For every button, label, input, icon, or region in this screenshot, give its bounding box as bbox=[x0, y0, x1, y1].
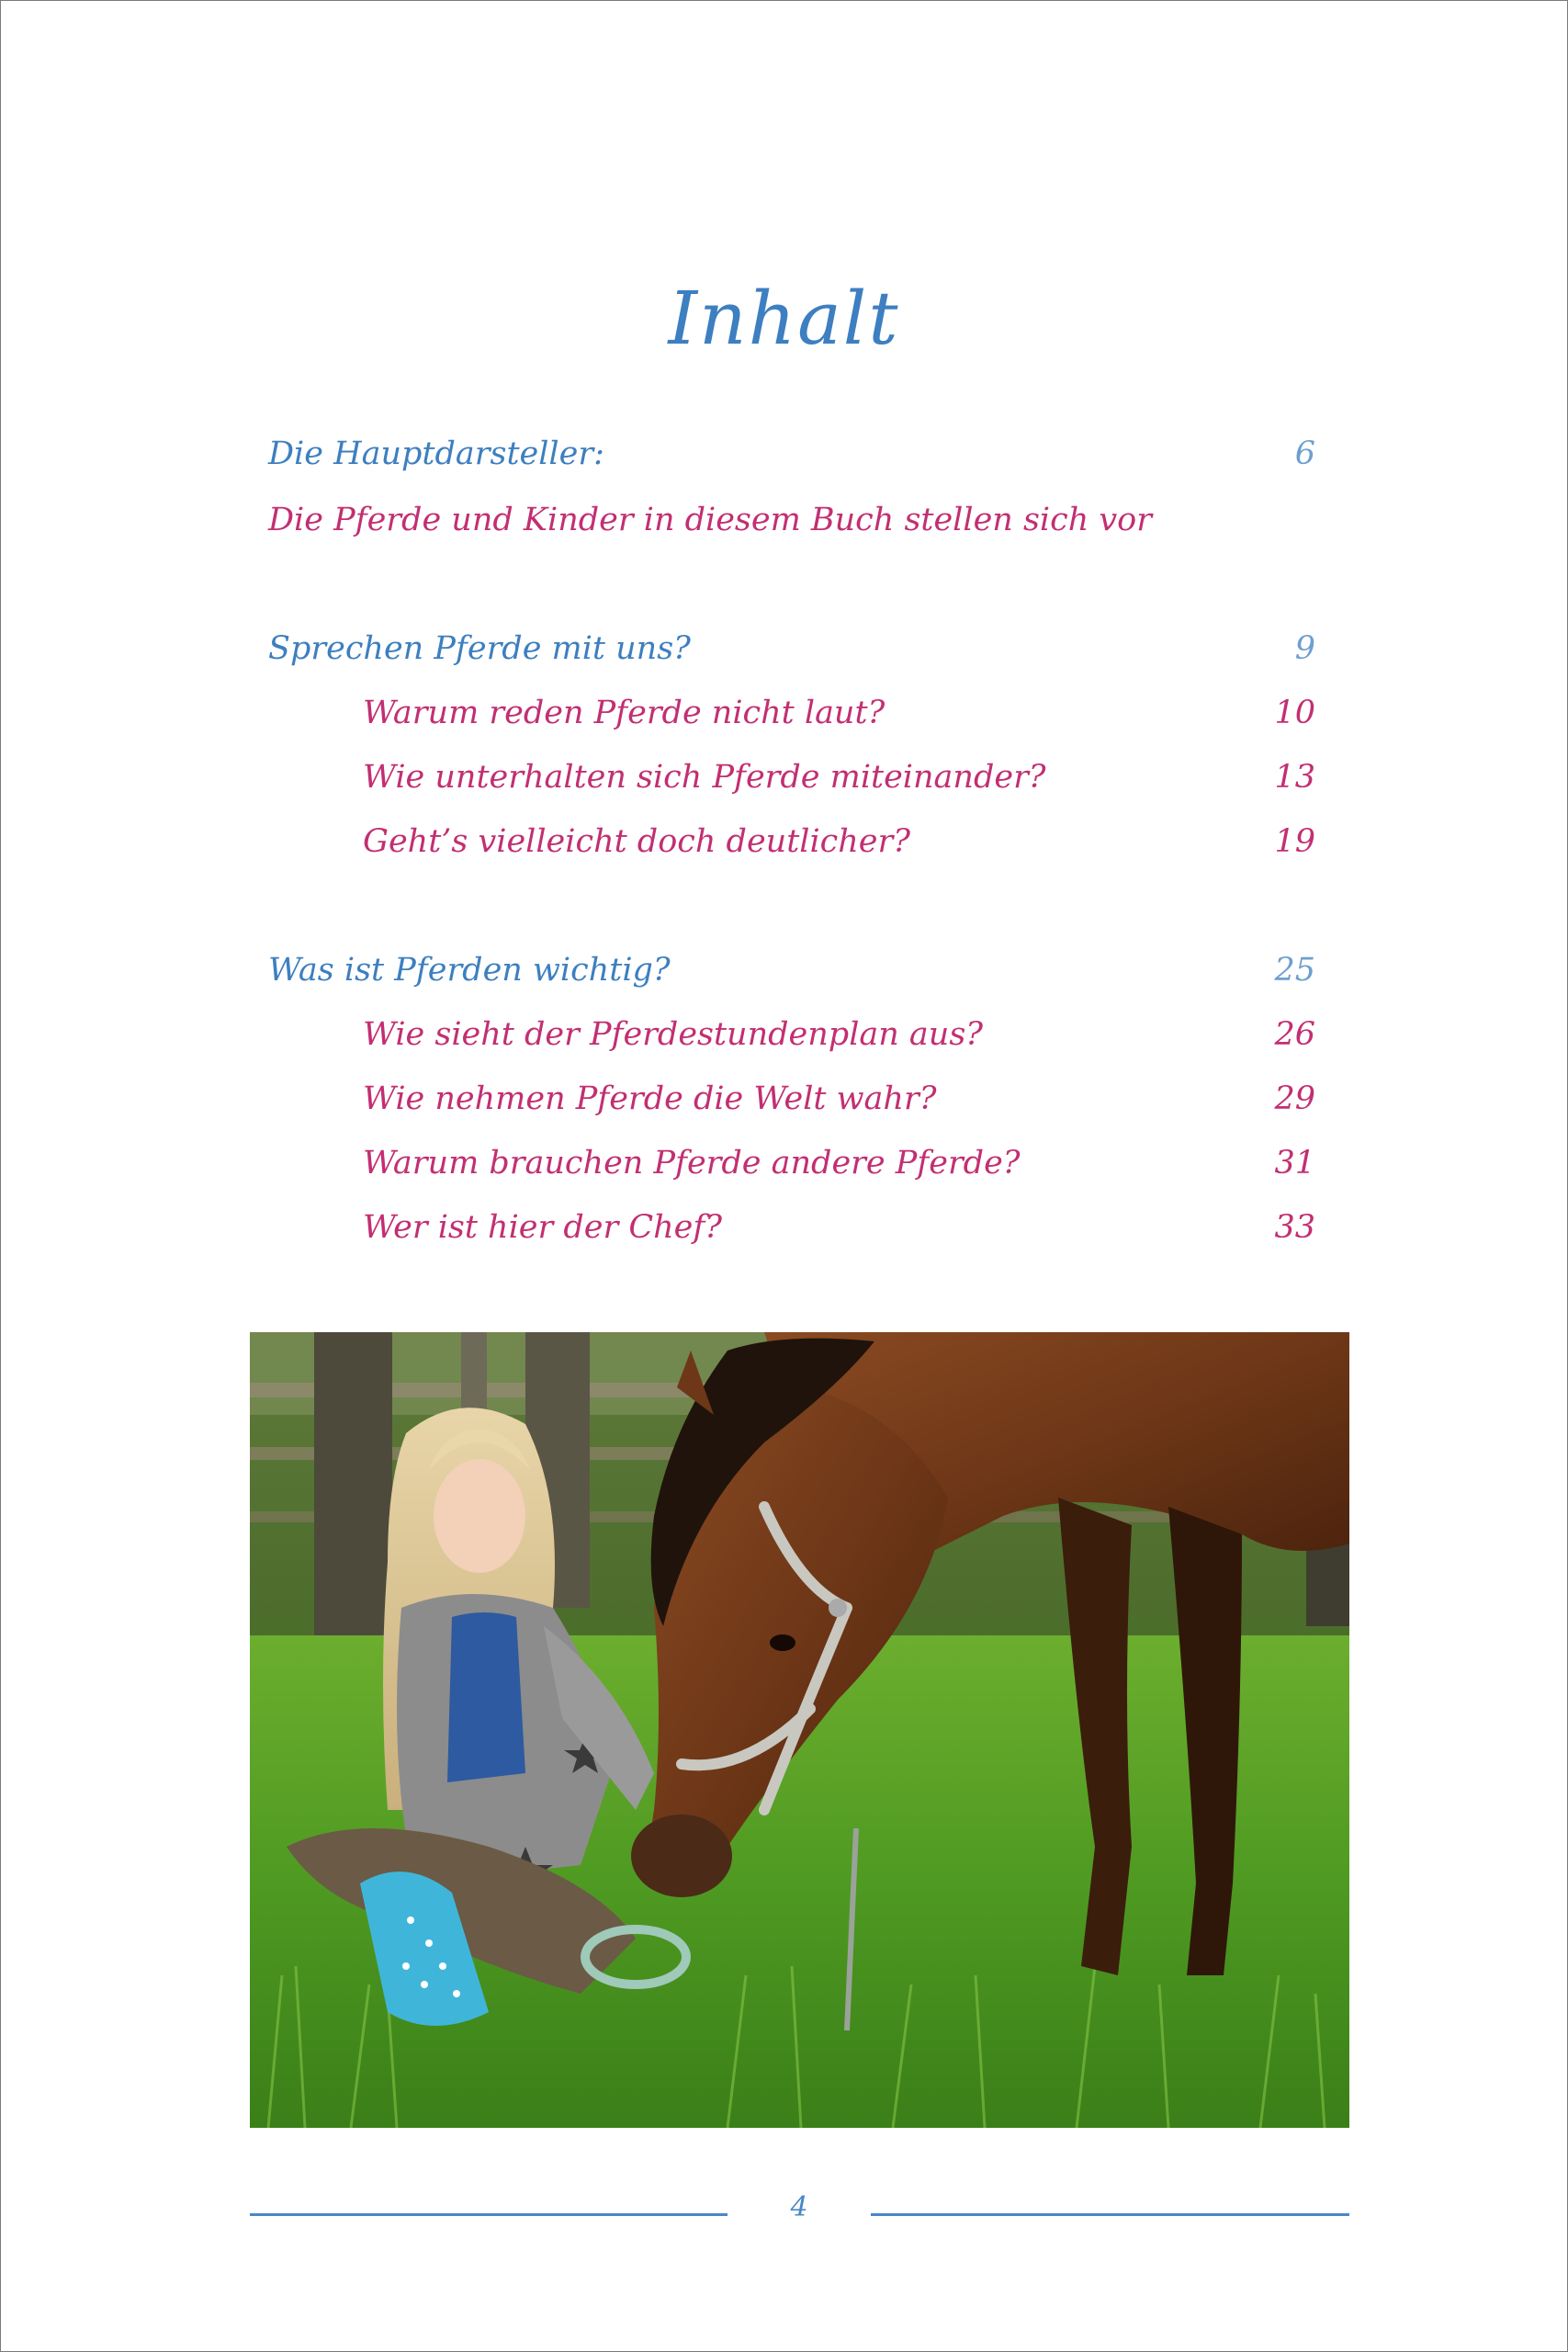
footer-page-number: 4 bbox=[790, 2191, 808, 2223]
toc-section[interactable] bbox=[0, 685, 1568, 741]
toc-section-label: Warum reden Pferde nicht laut? bbox=[363, 695, 886, 731]
toc-chapter-hauptdarsteller[interactable] bbox=[0, 426, 1568, 481]
toc-chapter-label: Was ist Pferden wichtig? bbox=[268, 952, 671, 989]
toc-chapter-wichtig[interactable] bbox=[0, 943, 1568, 998]
toc-chapter-label: Sprechen Pferde mit uns? bbox=[268, 630, 691, 667]
toc-page-number: 19 bbox=[1274, 823, 1315, 860]
toc-page-number: 25 bbox=[1274, 952, 1315, 989]
toc-section[interactable] bbox=[0, 1071, 1568, 1126]
toc-section-label: Wie nehmen Pferde die Welt wahr? bbox=[363, 1080, 937, 1117]
toc-section[interactable] bbox=[0, 1136, 1568, 1191]
toc-section[interactable] bbox=[0, 814, 1568, 869]
page-title: Inhalt bbox=[668, 276, 900, 361]
toc-page-number: 33 bbox=[1274, 1209, 1315, 1246]
toc-chapter-subtitle bbox=[0, 492, 1568, 548]
toc-section-label: Wer ist hier der Chef? bbox=[363, 1209, 723, 1246]
toc-section[interactable] bbox=[0, 750, 1568, 805]
toc-page-number: 31 bbox=[1274, 1145, 1315, 1182]
toc-section[interactable] bbox=[0, 1200, 1568, 1255]
footer-rule-right bbox=[871, 2213, 1349, 2216]
toc-page-number: 13 bbox=[1274, 759, 1315, 796]
toc-page-number: 6 bbox=[1294, 435, 1315, 472]
footer-rule-left bbox=[250, 2213, 728, 2216]
toc-page-number: 29 bbox=[1274, 1080, 1315, 1117]
toc-chapter-sprechen[interactable] bbox=[0, 621, 1568, 676]
photo-girl-with-horse bbox=[250, 1332, 1349, 2128]
toc-section[interactable] bbox=[0, 1007, 1568, 1062]
toc-subtitle-label: Die Pferde und Kinder in diesem Buch stellen sich vor bbox=[268, 502, 1152, 538]
toc-section-label: Warum brauchen Pferde andere Pferde? bbox=[363, 1145, 1021, 1182]
toc-page-number: 9 bbox=[1294, 630, 1315, 667]
toc-section-label: Wie unterhalten sich Pferde miteinander? bbox=[363, 759, 1046, 796]
toc-page-number: 26 bbox=[1274, 1016, 1315, 1053]
toc-chapter-label: Die Hauptdarsteller: bbox=[268, 435, 604, 472]
toc-page-number: 10 bbox=[1274, 695, 1315, 731]
toc-section-label: Geht’s vielleicht doch deutlicher? bbox=[363, 823, 911, 860]
toc-section-label: Wie sieht der Pferdestundenplan aus? bbox=[363, 1016, 984, 1053]
